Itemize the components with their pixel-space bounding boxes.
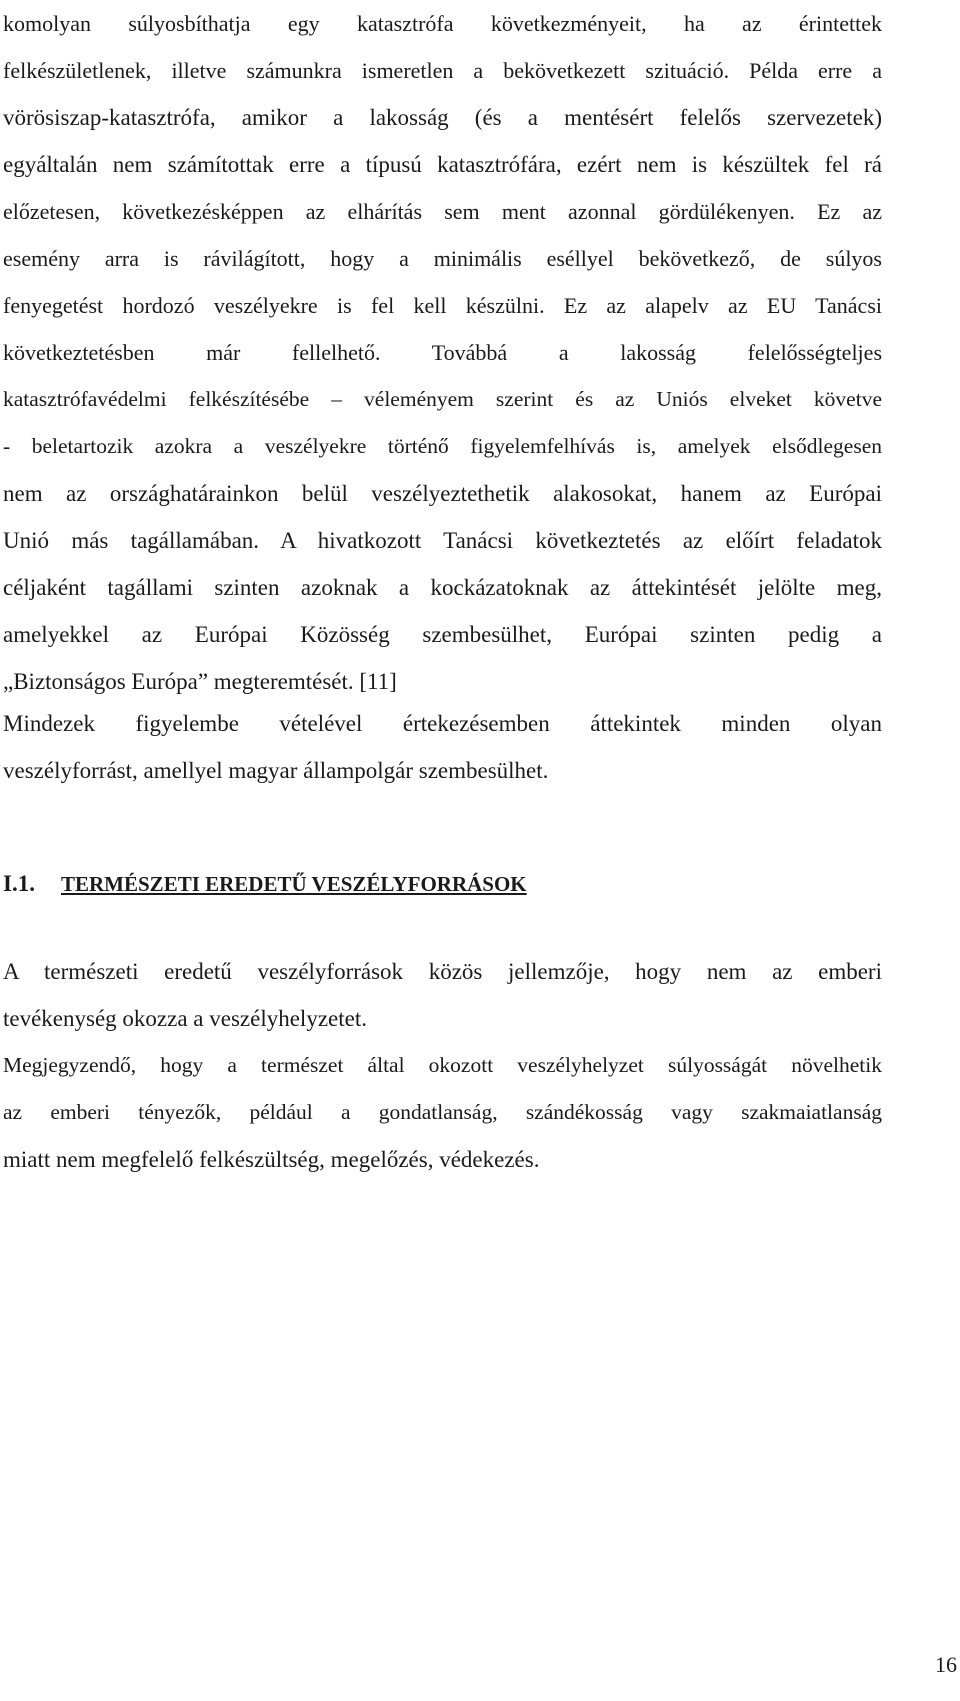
text-line: - beletartozik azokra a veszélyekre történő figyelemfelhívás is, amelyek elsődlegesen <box>3 434 882 458</box>
paragraph-overview <box>3 700 882 794</box>
text-line: előzetesen, következésképpen az elhárítás sem ment azonnal gördülékenyen. Ez az <box>3 199 882 224</box>
text-line: egyáltalán nem számítottak erre a típusú katasztrófára, ezért nem is készültek fel rá <box>3 152 882 177</box>
text-line: amelyekkel az Európai Közösség szembesülhet, Európai szinten pedig a <box>3 622 882 647</box>
text-line: következtetésben már fellelhető. Továbbá a lakosság felelősségteljes <box>3 340 882 365</box>
text-line: „Biztonságos Európa” megteremtését. [11] <box>3 669 397 694</box>
page-number: 16 <box>935 1652 957 1677</box>
text-line: céljaként tagállami szinten azoknak a kockázatoknak az áttekintését jelölte meg, <box>3 575 882 600</box>
section-title: TERMÉSZETI EREDETŰ VESZÉLYFORRÁSOK <box>61 872 527 896</box>
section-number: I.1. <box>3 871 35 896</box>
text-line: veszélyforrást, amellyel magyar állampolgár szembesülhet. <box>3 758 549 783</box>
text-line: esemény arra is rávilágított, hogy a minimális eséllyel bekövetkező, de súlyos <box>3 246 882 271</box>
text-line: miatt nem megfelelő felkészültség, megelőzés, védekezés. <box>3 1147 540 1172</box>
text-line: Unió más tagállamában. A hivatkozott Tanácsi következtetés az előírt feladatok <box>3 528 882 553</box>
text-line: Mindezek figyelembe vételével értekezésemben áttekintek minden olyan <box>3 711 882 736</box>
text-line: tevékenység okozza a veszélyhelyzetet. <box>3 1006 367 1031</box>
text-line: fenyegetést hordozó veszélyekre is fel kell készülni. Ez az alapelv az EU Tanácsi <box>3 293 882 318</box>
text-line: katasztrófavédelmi felkészítésébe – véleményem szerint és az Uniós elveket követve <box>3 387 882 411</box>
text-line: felkészületlenek, illetve számunkra ismeretlen a bekövetkezett szituáció. Példa erre a <box>3 58 882 83</box>
text-line: komolyan súlyosbíthatja egy katasztrófa következményeit, ha az érintettek <box>3 11 882 36</box>
text-line: A természeti eredetű veszélyforrások közös jellemzője, hogy nem az emberi <box>3 959 882 984</box>
paragraph-natural-hazards <box>3 948 882 1183</box>
text-line: Megjegyzendő, hogy a természet által okozott veszélyhelyzet súlyosságát növelhetik <box>3 1053 882 1077</box>
text-line: az emberi tényezők, például a gondatlanság, szándékosság vagy szakmaiatlanság <box>3 1100 882 1124</box>
text-line: nem az országhatárainkon belül veszélyeztethetik alakosokat, hanem az Európai <box>3 481 882 506</box>
text-line: vörösiszap-katasztrófa, amikor a lakosság (és a mentésért felelős szervezetek) <box>3 105 882 130</box>
section-heading <box>3 860 882 907</box>
paragraph-disaster-preparedness <box>3 0 882 705</box>
